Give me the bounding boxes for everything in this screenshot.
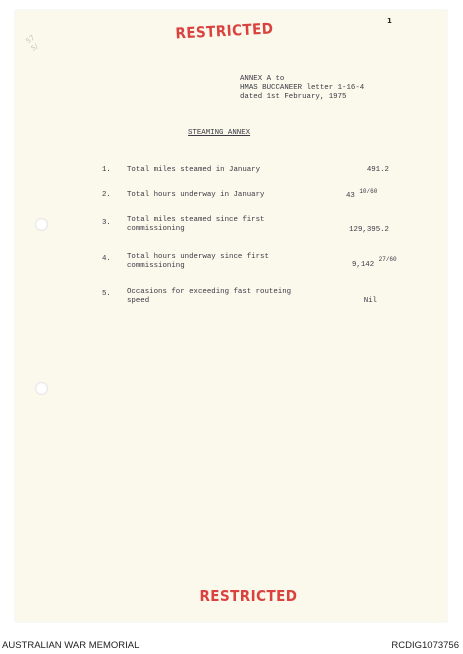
- item-value: [352, 257, 397, 267]
- document-page: [15, 10, 447, 622]
- footer-institution: AUSTRALIAN WAR MEMORIAL: [2, 640, 140, 651]
- item-value-main: 129,395.2: [349, 226, 389, 234]
- pencil-annotation: 57 5/: [24, 33, 40, 53]
- item-value: [357, 166, 389, 175]
- item-value-main: Nil: [363, 297, 377, 305]
- item-label: Total miles steamed since first commissioning: [127, 216, 265, 233]
- punch-hole: [35, 382, 48, 395]
- item-number: 4.: [102, 255, 111, 263]
- item-number: 2.: [102, 191, 111, 199]
- item-value-fraction: 27/60: [378, 256, 397, 263]
- footer-record-id: RCDIG1073756: [391, 640, 459, 651]
- page-number: 1: [387, 17, 392, 25]
- archive-footer: [0, 636, 463, 654]
- item-label: Total hours underway in January: [127, 191, 265, 199]
- item-label: Total miles steamed in January: [127, 166, 261, 174]
- item-value: [340, 226, 389, 235]
- punch-hole: [35, 218, 48, 231]
- item-number: 5.: [102, 290, 111, 298]
- restricted-stamp-top: RESTRICTED: [175, 19, 274, 43]
- item-value-main: 9,142: [352, 261, 375, 269]
- item-value: [357, 297, 377, 306]
- header-line-3: dated 1st February, 1975: [240, 93, 347, 101]
- item-label: Total hours underway since first commissioning: [127, 253, 269, 270]
- item-value: [346, 189, 377, 199]
- header-line-1: ANNEX A to: [240, 75, 285, 83]
- annex-header: [240, 75, 364, 102]
- item-value-fraction: 10/60: [359, 188, 378, 195]
- item-value-main: 43: [346, 192, 355, 200]
- item-number: 1.: [102, 166, 111, 174]
- item-label: Occasions for exceeding fast routeing speed: [127, 288, 292, 305]
- item-value-main: 491.2: [366, 166, 389, 174]
- restricted-stamp-bottom: RESTRICTED: [199, 587, 298, 605]
- annex-title: STEAMING ANNEX: [188, 129, 251, 137]
- header-line-2: HMAS BUCCANEER letter 1-16-4: [240, 84, 365, 92]
- item-number: 3.: [102, 219, 111, 227]
